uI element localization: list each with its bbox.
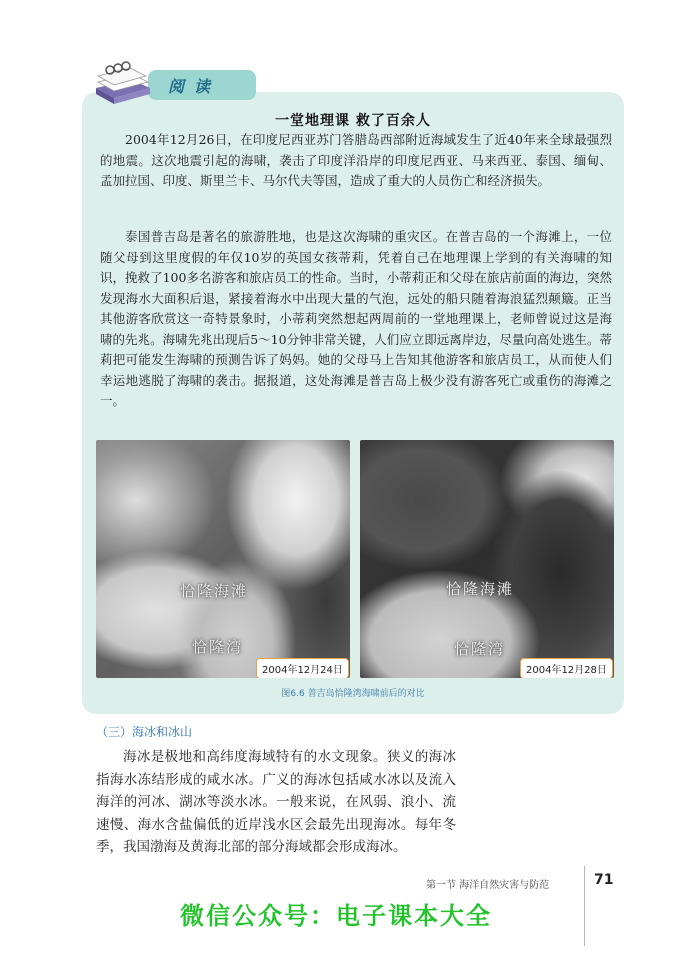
article-paragraph-2: 泰国普吉岛是著名的旅游胜地，也是这次海啸的重灾区。在普吉岛的一个海滩上，一位随父母到这里度假的年仅10岁的英国女孩蒂莉，凭着自己在地理课上学到的有关海啸的知识，挽救了100多名游客和旅店员工的性命。当时，小蒂莉正和父母在旅店前面的海边，突然发现海水大面积后退，紧接着海水中出现大量的气泡，远处的船只随着海浪猛烈颠簸。正当其他游客欣赏这一奇特景象时，小蒂莉突然想起两周前的一堂地理课上，老师曾说过这是海啸的先兆。海啸先兆出现后5～10分钟非常关键，人们应立即远离岸边，尽量向高处逃生。蒂莉把可能发生海啸的预测告诉了妈妈。她的父母马上告知其他游客和旅店员工，从而使人们幸运地逃脱了海啸的袭击。据报道，这处海滩是普吉岛上极少没有游客死亡或重伤的海滩之一。 <box>100 229 612 408</box>
footer-section-label: 第一节 海洋自然灾害与防范 <box>426 880 550 891</box>
page-number: 71 <box>594 872 614 888</box>
satellite-photo-before <box>96 440 350 678</box>
section-heading: （三）海冰和冰山 <box>96 725 193 739</box>
date-badge-before: 2004年12月24日 <box>256 658 349 678</box>
figure-caption: 图6.6 普吉岛恰隆湾海啸前后的对比 <box>281 689 425 699</box>
beach-label-before: 恰隆海滩 <box>180 582 249 600</box>
article-paragraph-1: 2004年12月26日，在印度尼西亚苏门答腊岛西部附近海域发生了近40年来全球最强烈的地震。这次地震引起的海啸，袭击了印度洋沿岸的印度尼西亚、马来西亚、泰国、缅甸、孟加拉国、印度、斯里兰卡、马尔代夫等国，造成了重大的人员伤亡和经济损失。 <box>100 132 612 188</box>
bay-label-before: 恰隆湾 <box>192 638 244 656</box>
footer-divider <box>584 866 585 946</box>
beach-label-after: 恰隆海滩 <box>446 580 515 598</box>
watermark: 微信公众号：电子课本大全 <box>180 902 492 930</box>
section-body: 海冰是极地和高纬度海域特有的水文现象。狭义的海冰指海水冻结形成的咸水冰。广义的海冰包括咸水冰以及流入海洋的河冰、湖冰等淡水冰。一般来说，在风弱、浪小、流速慢、海水含盐偏低的近岸浅水区会最先出现海冰。每年冬季，我国渤海及黄海北部的部分海域都会形成海冰。 <box>96 749 456 855</box>
bay-label-after: 恰隆湾 <box>454 640 506 658</box>
article-title: 一堂地理课 救了百余人 <box>275 113 431 129</box>
reading-tab-label: 阅读 <box>168 77 221 96</box>
satellite-photo-after <box>360 440 614 678</box>
notebook-icon <box>92 58 154 106</box>
date-badge-after: 2004年12月28日 <box>520 658 613 678</box>
